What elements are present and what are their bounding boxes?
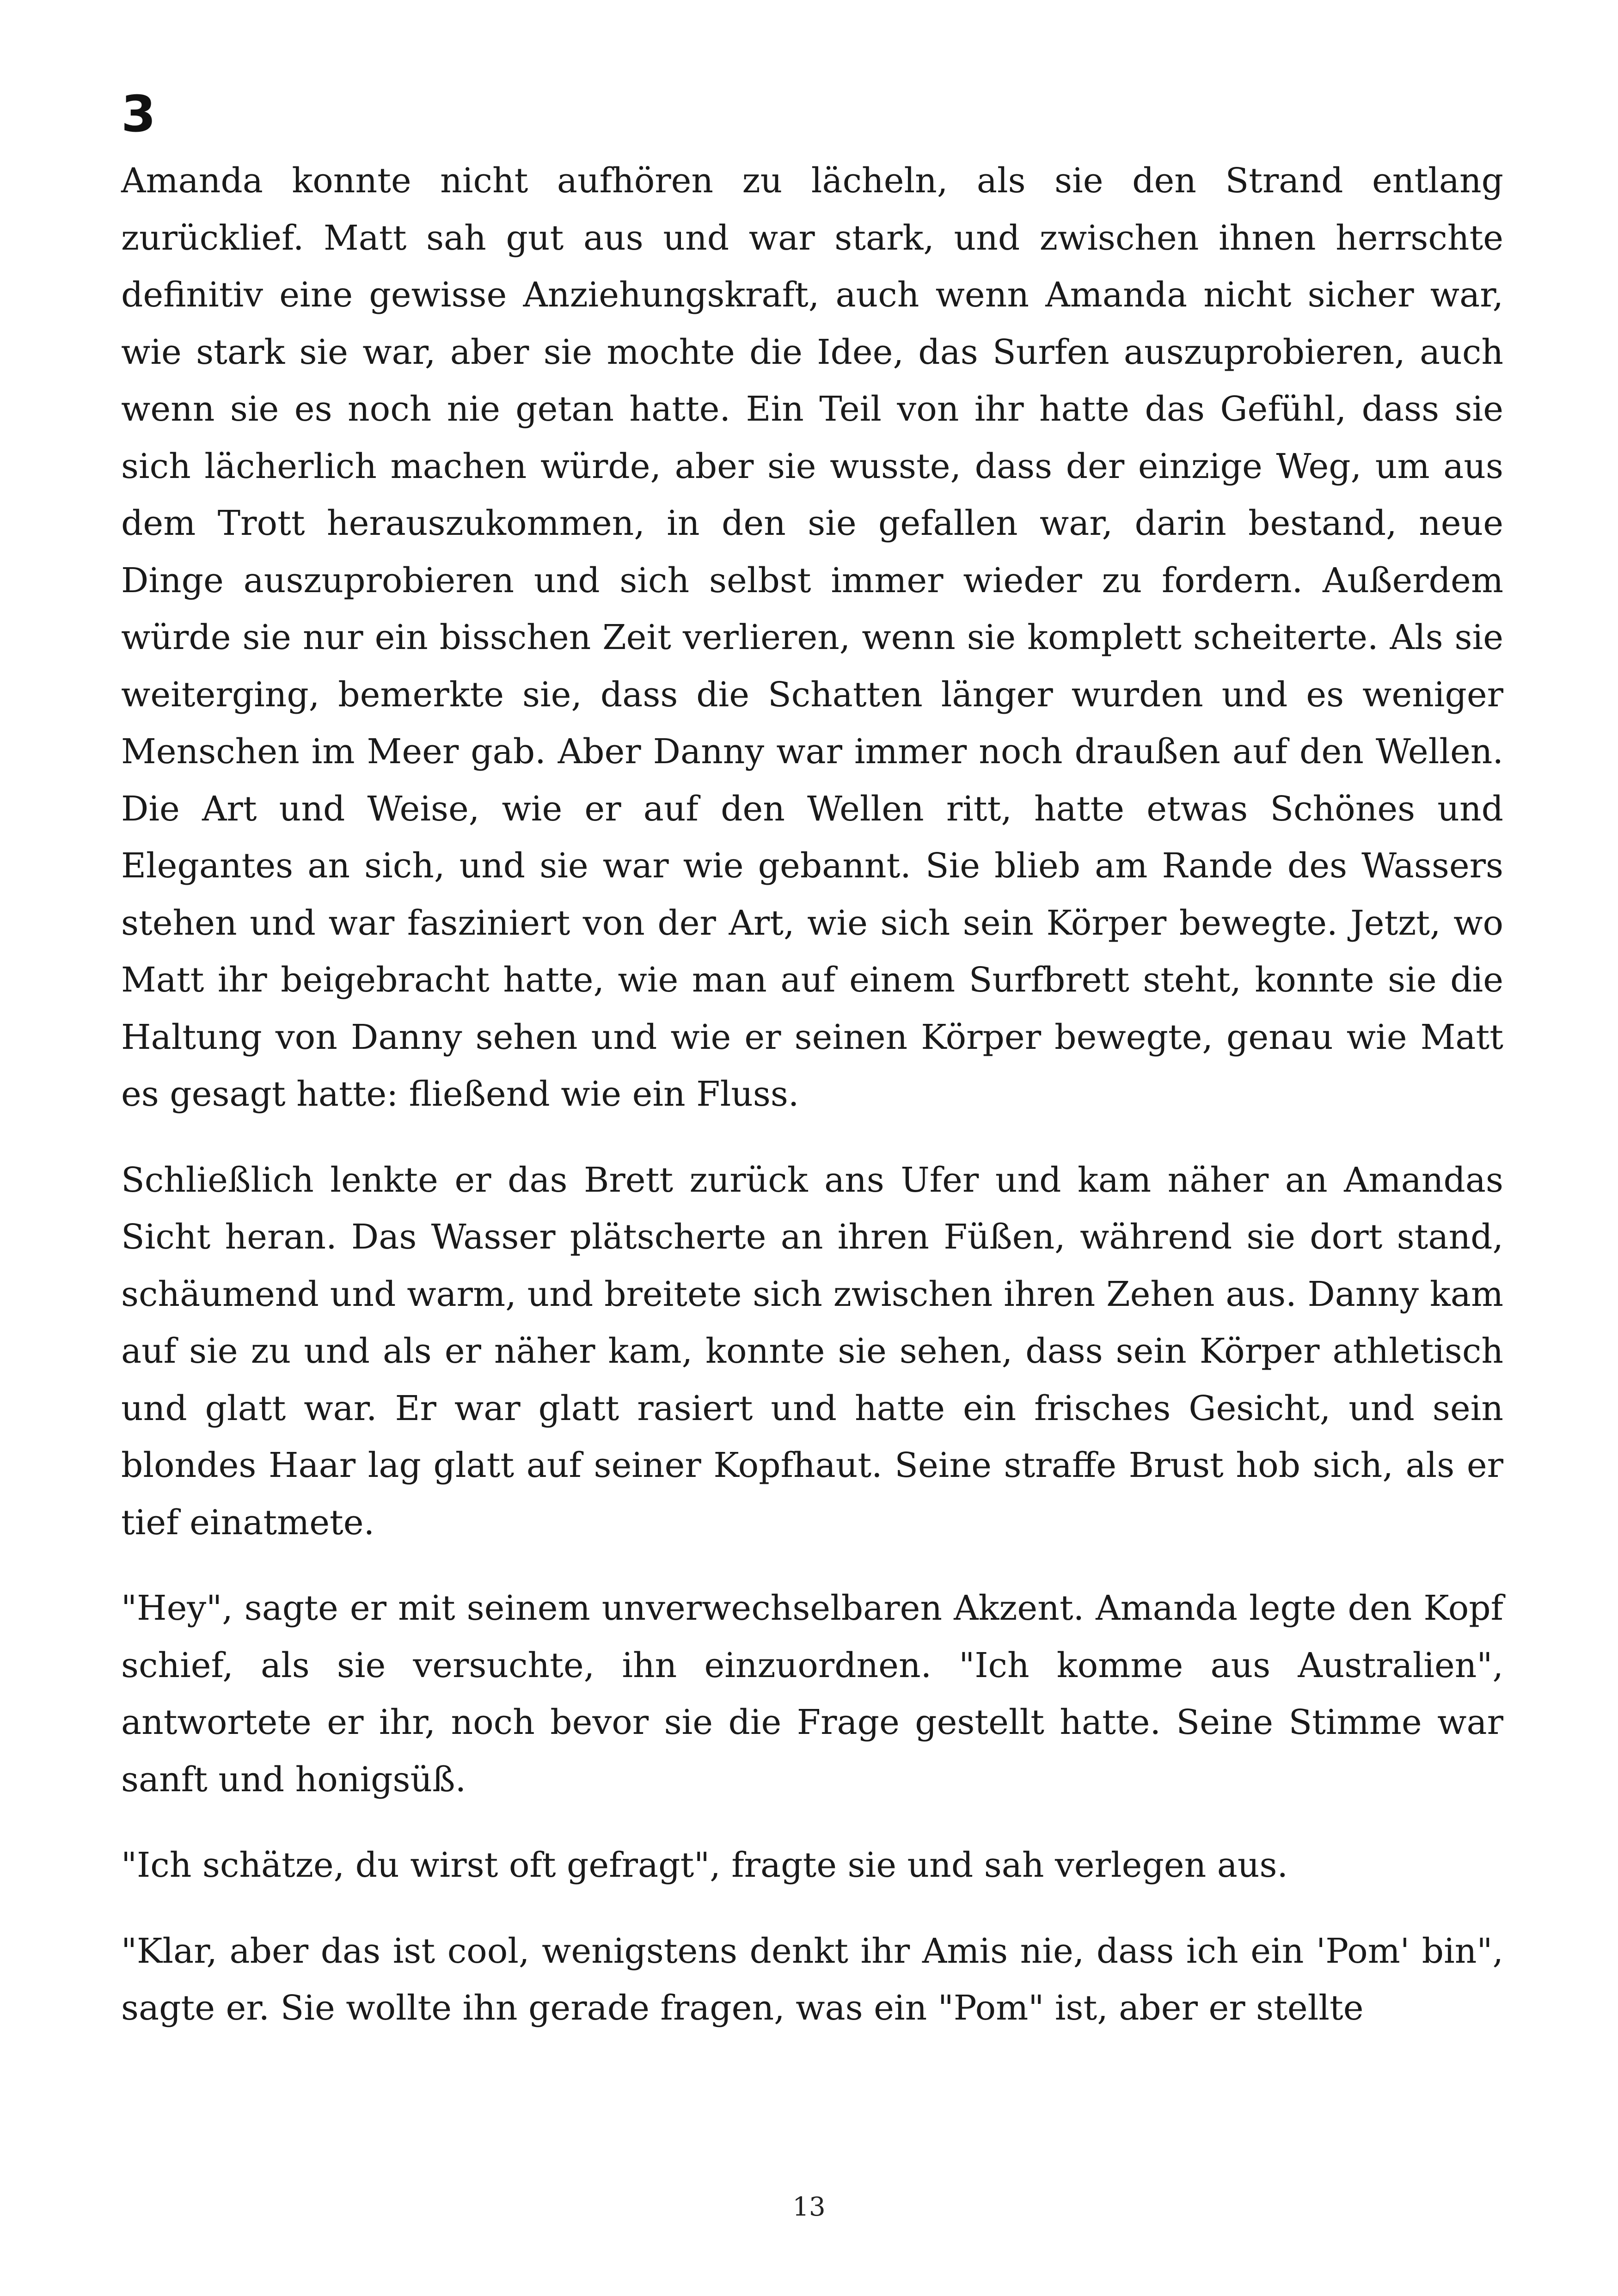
chapter-number: 3: [121, 86, 156, 143]
paragraph: "Ich schätze, du wirst oft gefragt", fragte sie und sah verlegen aus.: [121, 1845, 1288, 1885]
paragraph: "Hey", sagte er mit seinem unverwechselbaren Akzent. Amanda legte den Kopf schief, als sie versuchte, ihn einzuordnen. "Ich komme aus Australien", antwortete er ihr, noch bevor sie die Frage gestellt hatte. Seine Stimme war sanft und honigsüß.: [121, 1588, 1503, 1800]
paragraph: Schließlich lenkte er das Brett zurück ans Ufer und kam näher an Amandas Sicht heran. Das Wasser plätscherte an ihren Füßen, während sie dort stand, schäumend und warm, und breitete sich zwischen ihren Zehen aus. Danny kam auf sie zu und als er näher kam, konnte sie sehen, dass sein Körper athletisch und glatt war. Er war glatt rasiert und hatte ein frisches Gesicht, und sein blondes Haar lag glatt auf seiner Kopfhaut. Seine straffe Brust hob sich, als er tief einatmete.: [121, 1160, 1503, 1543]
page-number: 13: [792, 2192, 826, 2222]
paragraph: Amanda konnte nicht aufhören zu lächeln, als sie den Strand entlang zurücklief. Matt sah gut aus und war stark, und zwischen ihnen herrschte definitiv eine gewisse Anziehungskraft, auch wenn Amanda nicht sicher war, wie stark sie war, aber sie mochte die Idee, das Surfen auszuprobieren, auch wenn sie es noch nie getan hatte. Ein Teil von ihr hatte das Gefühl, dass sie sich lächerlich machen würde, aber sie wusste, dass der einzige Weg, um aus dem Trott herauszukommen, in den sie gefallen war, darin bestand, neue Dinge auszuprobieren und sich selbst immer wieder zu fordern. Außerdem würde sie nur ein bisschen Zeit verlieren, wenn sie komplett scheiterte. Als sie weiterging, bemerkte sie, dass die Schatten länger wurden und es weniger Menschen im Meer gab. Aber Danny war immer noch draußen auf den Wellen. Die Art und Weise, wie er auf den Wellen ritt, hatte etwas Schönes und Elegantes an sich, und sie war wie gebannt. Sie blieb am Rande des Wassers stehen und war fasziniert von der Art, wie sich sein Körper bewegte. Jetzt, wo Matt ihr beigebracht hatte, wie man auf einem Surfbrett steht, konnte sie die Haltung von Danny sehen und wie er seinen Körper bewegte, genau wie Matt es gesagt hatte: fließend wie ein Fluss.: [121, 161, 1503, 1114]
chapter-body: [121, 153, 1503, 2066]
paragraph: "Klar, aber das ist cool, wenigstens denkt ihr Amis nie, dass ich ein 'Pom' bin", sagte er. Sie wollte ihn gerade fragen, was ein "Pom" ist, aber er stellte: [121, 1931, 1503, 2028]
